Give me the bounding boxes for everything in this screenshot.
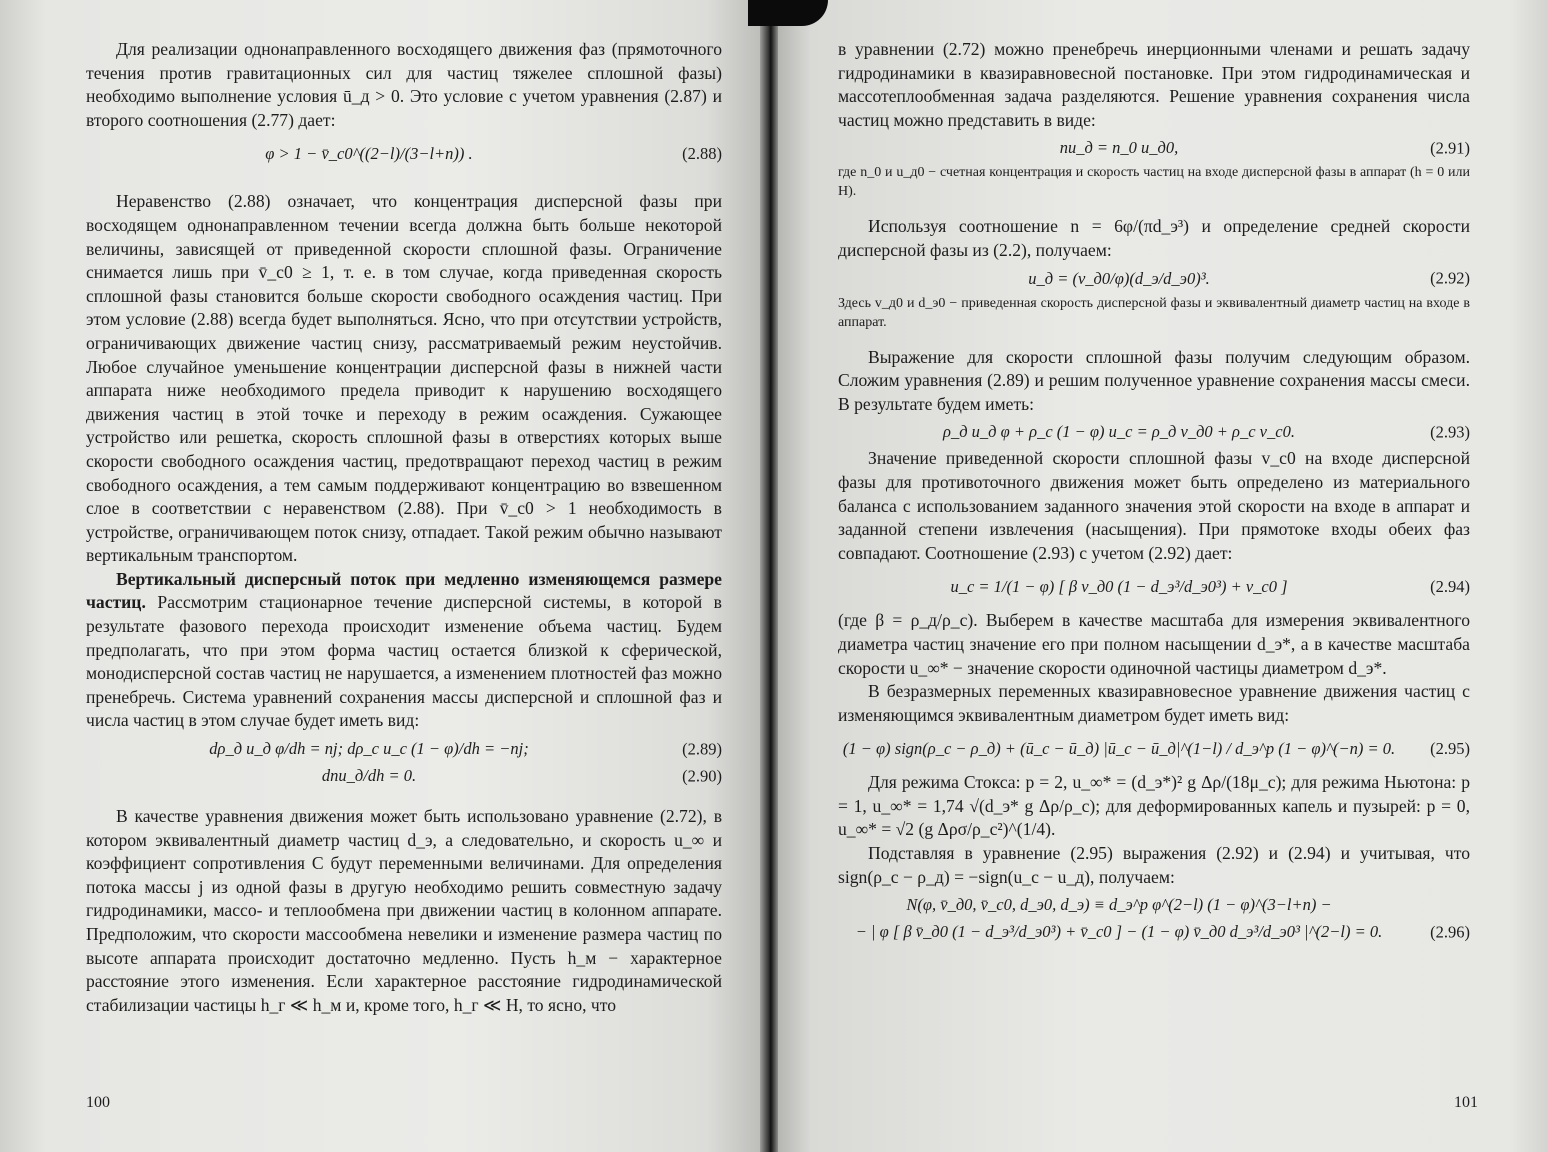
equation-2-94 — [838, 573, 1470, 601]
paragraph: В качестве уравнения движения может быть использовано уравнение (2.72), в котором эквивалентный диаметр частиц d_э, а следовательно, и скорость u_∞ и коэффициент сопротивления C будут переменными величинами. Для определения потока массы j из одной фазы в другую необходимо решить совместную задачу гидродинамики, массо- и теплообмена при движении частиц в колонном аппарате. Предположим, что скорости массообмена невелики и изменение размера частиц по высоте аппарата происходит достаточно медленно. Пусть h_м − характерное расстояние этого изменения. Если характерное расстояние гидродинамической стабилизации частицы h_г ≪ h_м и, кроме того, h_г ≪ H, то ясно, что — [86, 806, 722, 1015]
equation-2-91 — [838, 136, 1470, 159]
equation-body: u_c = 1/(1 − φ) [ β v_д0 (1 − d_э³/d_э0³) + v_c0 ] — [950, 577, 1288, 597]
equation-body: nu_д = n_0 u_д0, — [1059, 138, 1179, 158]
paragraph: Неравенство (2.88) означает, что концентрация дисперсной фазы при восходящем однонаправленном течении всегда должна быть больше некоторой величины, зависящей от приведенной скорости сплошной фазы. Ограничение снимается лишь при v̄_c0 ≥ 1, т. е. в том случае, когда приведенная скорость сплошной фазы становится больше скорости свободного осаждения частиц. При этом условие (2.88) всегда будет выполняться. Ясно, что при отсутствии устройств, ограничивающих движение частиц снизу, рассматриваемый режим неустойчив. Любое случайное уменьшение концентрации дисперсной фазы в нижней части аппарата ниже необходимого предела приводит к нарушению восходящего движения частиц в этой точке и переходу в режим осаждения. Сужающее устройство или решетка, скорость сплошной фазы в отверстиях которых выше скорости свободного осаждения частиц, предотвращают переход частиц в режим свободного осаждения, а тем самым поддерживают концентрацию во взвешенном слое в соответствии с неравенством (2.88). При v̄_c0 > 1 необходимость в устройстве, ограничивающем поток снизу, отпадает. Такой режим обычно называют вертикальным транспортом. — [86, 191, 722, 566]
paragraph — [86, 568, 722, 733]
footnote: где n_0 и u_д0 − счетная концентрация и скорость частиц на входе дисперсной фазы в аппарат (h = 0 или H). — [838, 165, 1470, 200]
equation-body: dnu_д/dh = 0. — [321, 766, 417, 786]
equation-2-96-line-1 — [838, 893, 1470, 916]
paragraph: Для реализации однонаправленного восходящего движения фаз (прямоточного течения против гравитационных сил для частиц тяжелее сплошной фазы) необходимо выполнение условия ū_д > 0. Это условие с учетом уравнения (2.87) и второго соотношения (2.77) дает: — [86, 39, 722, 130]
left-page — [0, 0, 768, 1152]
equation-2-95 — [838, 735, 1470, 763]
equation-number: (2.96) — [1430, 922, 1470, 942]
right-page — [772, 0, 1548, 1152]
paragraph: В безразмерных переменных квазиравновесное уравнение движения частиц с изменяющимся эквивалентным диаметром будет иметь вид: — [838, 681, 1470, 725]
section-heading: Вертикальный дисперсный поток при медленно изменяющемся размере частиц. — [86, 568, 722, 613]
paragraph: Значение приведенной скорости сплошной фазы v_c0 на входе дисперсной фазы для противоточного движения может быть определено из материального баланса с использованием заданного значения этой скорости на входе в аппарат и заданной степени извлечения (насыщения). При прямотоке входы обеих фаз совпадают. Соотношение (2.93) с учетом (2.92) дает: — [838, 448, 1470, 563]
equation-body: u_д = (v_д0/φ)(d_э/d_э0)³. — [1028, 268, 1210, 288]
paragraph: Для режима Стокса: p = 2, u_∞* = (d_э*)² g Δρ/(18μ_c); для режима Ньютона: p = 1, u_∞* = 1,74 √(d_э* g Δρ/ρ_c); для деформированных капель и пузырей: p = 0, u_∞* = √2 (g Δρσ/ρ_c²)^(1/4). — [838, 772, 1470, 840]
equation-body: − | φ [ β v̄_д0 (1 − d_э³/d_э0³) + v̄_c0 ] − (1 − φ) v̄_д0 d_э³/d_э0³ |^(2−l) = 0. — [855, 922, 1383, 942]
paragraph: Используя соотношение n = 6φ/(πd_э³) и определение средней скорости дисперсной фазы из (2.2), получаем: — [838, 216, 1470, 260]
equation-2-93 — [838, 420, 1470, 443]
paragraph: в уравнении (2.72) можно пренебречь инерционными членами и решать задачу гидродинамики в квазиравновесной постановке. При этом гидродинамическая и массотеплообменная задача разделяются. Решение уравнения сохранения числа частиц можно представить в виде: — [838, 39, 1470, 130]
equation-2-88 — [86, 140, 722, 168]
page-number: 100 — [86, 1094, 110, 1111]
equation-number: (2.92) — [1430, 268, 1470, 288]
equation-2-90 — [86, 764, 722, 787]
equation-number: (2.90) — [682, 766, 722, 786]
equation-2-96-line-2 — [838, 920, 1470, 943]
equation-number: (2.93) — [1430, 422, 1470, 442]
equation-number: (2.89) — [682, 739, 722, 759]
equation-number: (2.88) — [682, 144, 722, 164]
equation-body: (1 − φ) sign(ρ_c − ρ_д) + (ū_c − ū_д) |ū_c − ū_д|^(1−l) / d_э^p (1 − φ)^(−n) = 0. — [842, 739, 1396, 759]
paragraph-text: Рассмотрим стационарное течение дисперсной системы, в которой в результате фазового перехода происходит изменение объема частиц. Будем предполагать, что при этом форма частиц остается близкой к сферической, монодисперсной состав частиц не нарушается, а изменением плотностей фаз можно пренебречь. Система уравнений сохранения массы дисперсной и сплошной фаз и числа частиц в этом случае будет иметь вид: — [86, 592, 722, 731]
equation-2-92 — [838, 267, 1470, 290]
page-number: 101 — [1454, 1094, 1478, 1111]
equation-body: ρ_д u_д φ + ρ_c (1 − φ) u_c = ρ_д v_д0 + ρ_c v_c0. — [943, 422, 1295, 442]
equation-number: (2.95) — [1430, 739, 1470, 759]
equation-number: (2.94) — [1430, 577, 1470, 597]
paragraph: Подставляя в уравнение (2.95) выражения (2.92) и (2.94) и учитывая, что sign(ρ_c − ρ_д) = −sign(u_c − u_д), получаем: — [838, 843, 1470, 887]
equation-body: N(φ, v̄_д0, v̄_c0, d_э0, d_э) ≡ d_э^p φ^(2−l) (1 − φ)^(3−l+n) − — [906, 895, 1332, 915]
equation-2-89 — [86, 737, 722, 760]
paragraph: (где β = ρ_д/ρ_c). Выберем в качестве масштаба для измерения эквивалентного диаметра частиц значение его при полном насыщении d_э*, а в качестве масштаба скорости u_∞* − значение скорости одиночной частицы диаметром d_э*. — [838, 610, 1470, 678]
paragraph: Выражение для скорости сплошной фазы получим следующим образом. Сложим уравнения (2.89) и решим полученное уравнение сохранения массы смеси. В результате будем иметь: — [838, 346, 1470, 414]
book-spine — [760, 0, 778, 1152]
equation-body: φ > 1 − v̄_c0^((2−l)/(3−l+n)) . — [265, 144, 473, 164]
footnote: Здесь v_д0 и d_э0 − приведенная скорость дисперсной фазы и эквивалентный диаметр частиц на входе в аппарат. — [838, 295, 1470, 330]
equation-body: dρ_д u_д φ/dh = nj; dρ_c u_c (1 − φ)/dh = −nj; — [209, 739, 529, 759]
equation-number: (2.91) — [1430, 138, 1470, 158]
